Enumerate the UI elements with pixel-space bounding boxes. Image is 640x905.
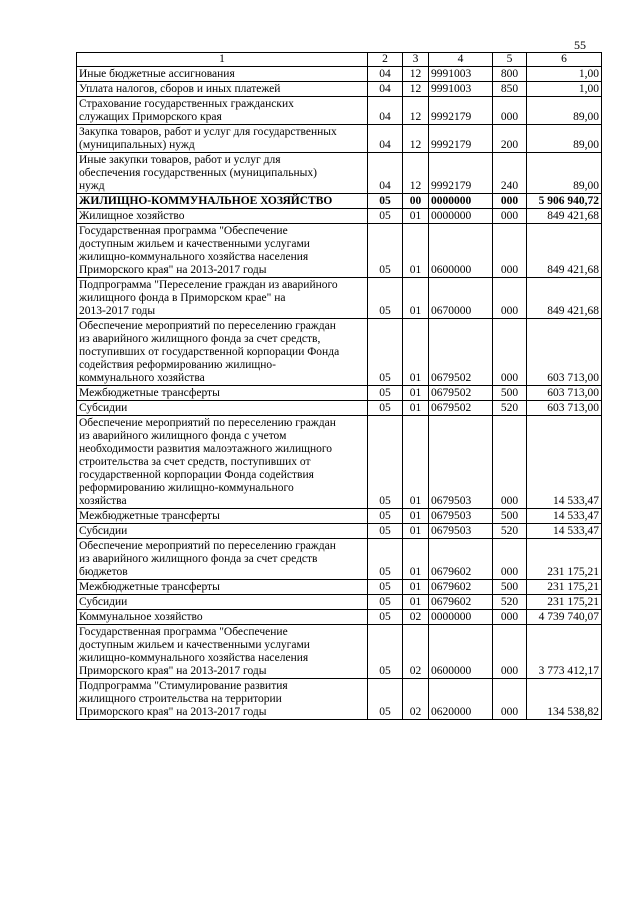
amount-cell: 1,00: [527, 82, 602, 97]
target-article-cell: 0679503: [429, 524, 493, 539]
table-row: [77, 416, 602, 509]
item-name-cell: Подпрограмма "Стимулирование развития жилищного строительства на территории Приморского края" на 2013-2017 годы: [77, 679, 368, 720]
amount-cell: 14 533,47: [527, 509, 602, 524]
subsection-code-cell: 12: [403, 67, 429, 82]
expense-type-cell: 500: [493, 580, 527, 595]
expense-type-cell: 520: [493, 401, 527, 416]
table-row: [77, 386, 602, 401]
subsection-code-cell: 01: [403, 580, 429, 595]
section-code-cell: 05: [368, 509, 403, 524]
target-article-cell: 9992179: [429, 97, 493, 125]
amount-cell: 14 533,47: [527, 416, 602, 509]
expense-type-cell: 500: [493, 509, 527, 524]
target-article-cell: 0679502: [429, 319, 493, 386]
header-row: [77, 53, 602, 67]
expense-type-cell: 200: [493, 125, 527, 153]
item-name-cell: Обеспечение мероприятий по переселению граждан из аварийного жилищного фонда за счет средств бюджетов: [77, 539, 368, 580]
target-article-cell: 0679602: [429, 580, 493, 595]
subsection-code-cell: 01: [403, 319, 429, 386]
expense-type-cell: 000: [493, 209, 527, 224]
target-article-cell: 0000000: [429, 209, 493, 224]
section-code-cell: 05: [368, 194, 403, 209]
item-name-cell: Подпрограмма "Переселение граждан из аварийного жилищного фонда в Приморском крае" на 2013-2017 годы: [77, 278, 368, 319]
subsection-code-cell: 01: [403, 386, 429, 401]
expense-type-cell: 000: [493, 278, 527, 319]
section-code-cell: 05: [368, 224, 403, 278]
subsection-code-cell: 01: [403, 416, 429, 509]
item-name-cell: Иные бюджетные ассигнования: [77, 67, 368, 82]
target-article-cell: 0670000: [429, 278, 493, 319]
section-code-cell: 04: [368, 125, 403, 153]
target-article-cell: 9991003: [429, 67, 493, 82]
item-name-cell: Субсидии: [77, 595, 368, 610]
item-name-cell: Обеспечение мероприятий по переселению граждан из аварийного жилищного фонда с учетом необходимости развития малоэтажного жилищного строительства за счет средств, поступивших от государственной корпорации Фонда содействия реформированию жилищно-коммунального хозяйства: [77, 416, 368, 509]
table-row: [77, 625, 602, 679]
expense-type-cell: 500: [493, 386, 527, 401]
expense-type-cell: 800: [493, 67, 527, 82]
amount-cell: 603 713,00: [527, 386, 602, 401]
item-name-cell: ЖИЛИЩНО-КОММУНАЛЬНОЕ ХОЗЯЙСТВО: [77, 194, 368, 209]
amount-cell: 603 713,00: [527, 401, 602, 416]
section-code-cell: 04: [368, 82, 403, 97]
table-row: [77, 319, 602, 386]
expense-type-cell: 000: [493, 679, 527, 720]
section-code-cell: 05: [368, 610, 403, 625]
item-name-cell: Уплата налогов, сборов и иных платежей: [77, 82, 368, 97]
item-name-cell: Межбюджетные трансферты: [77, 580, 368, 595]
target-article-cell: 0600000: [429, 224, 493, 278]
expense-type-cell: 000: [493, 224, 527, 278]
expense-type-cell: 000: [493, 416, 527, 509]
item-name-cell: Закупка товаров, работ и услуг для государственных (муниципальных) нужд: [77, 125, 368, 153]
amount-cell: 231 175,21: [527, 539, 602, 580]
expense-type-cell: 000: [493, 97, 527, 125]
item-name-cell: Обеспечение мероприятий по переселению граждан из аварийного жилищного фонда за счет средств, поступивших от государственной корпорации Фонда содействия реформированию жилищно- коммунального хозяйства: [77, 319, 368, 386]
amount-cell: 603 713,00: [527, 319, 602, 386]
subsection-code-cell: 02: [403, 625, 429, 679]
table-row: [77, 580, 602, 595]
header-cell: 1: [77, 53, 368, 67]
subsection-code-cell: 01: [403, 209, 429, 224]
section-code-cell: 05: [368, 539, 403, 580]
item-name-cell: Страхование государственных гражданских служащих Приморского края: [77, 97, 368, 125]
subsection-code-cell: 12: [403, 153, 429, 194]
target-article-cell: 0679502: [429, 386, 493, 401]
subsection-code-cell: 01: [403, 595, 429, 610]
subsection-code-cell: 01: [403, 224, 429, 278]
table-row: [77, 278, 602, 319]
target-article-cell: 0000000: [429, 194, 493, 209]
item-name-cell: Государственная программа "Обеспечение доступным жильем и качественными услугами жилищно-коммунального хозяйства населения Приморского края" на 2013-2017 годы: [77, 625, 368, 679]
section-code-cell: 05: [368, 524, 403, 539]
expense-type-cell: 000: [493, 610, 527, 625]
table-row: [77, 610, 602, 625]
target-article-cell: 0679503: [429, 509, 493, 524]
header-cell: 6: [527, 53, 602, 67]
expense-type-cell: 240: [493, 153, 527, 194]
amount-cell: 231 175,21: [527, 595, 602, 610]
subsection-code-cell: 02: [403, 610, 429, 625]
section-code-cell: 05: [368, 625, 403, 679]
expense-type-cell: 000: [493, 194, 527, 209]
item-name-cell: Субсидии: [77, 524, 368, 539]
target-article-cell: 0000000: [429, 610, 493, 625]
amount-cell: 89,00: [527, 153, 602, 194]
amount-cell: 1,00: [527, 67, 602, 82]
item-name-cell: Иные закупки товаров, работ и услуг для обеспечения государственных (муниципальных) нужд: [77, 153, 368, 194]
header-cell: 4: [429, 53, 493, 67]
target-article-cell: 0620000: [429, 679, 493, 720]
target-article-cell: 9992179: [429, 125, 493, 153]
budget-table: [76, 52, 602, 720]
amount-cell: 849 421,68: [527, 278, 602, 319]
target-article-cell: 0679602: [429, 595, 493, 610]
page-number: 55: [574, 38, 586, 52]
header-cell: 5: [493, 53, 527, 67]
target-article-cell: 9991003: [429, 82, 493, 97]
subsection-code-cell: 12: [403, 125, 429, 153]
table-row: [77, 67, 602, 82]
expense-type-cell: 850: [493, 82, 527, 97]
amount-cell: 231 175,21: [527, 580, 602, 595]
table-row: [77, 82, 602, 97]
section-code-cell: 04: [368, 97, 403, 125]
expense-type-cell: 000: [493, 539, 527, 580]
table-row: [77, 595, 602, 610]
table-row: [77, 194, 602, 209]
expense-type-cell: 000: [493, 625, 527, 679]
section-code-cell: 05: [368, 401, 403, 416]
target-article-cell: 0679602: [429, 539, 493, 580]
amount-cell: 4 739 740,07: [527, 610, 602, 625]
amount-cell: 3 773 412,17: [527, 625, 602, 679]
amount-cell: 89,00: [527, 97, 602, 125]
item-name-cell: Межбюджетные трансферты: [77, 509, 368, 524]
table-row: [77, 539, 602, 580]
item-name-cell: Межбюджетные трансферты: [77, 386, 368, 401]
target-article-cell: 0679503: [429, 416, 493, 509]
table-row: [77, 153, 602, 194]
target-article-cell: 9992179: [429, 153, 493, 194]
amount-cell: 134 538,82: [527, 679, 602, 720]
section-code-cell: 05: [368, 416, 403, 509]
amount-cell: 14 533,47: [527, 524, 602, 539]
section-code-cell: 05: [368, 580, 403, 595]
header-cell: 2: [368, 53, 403, 67]
subsection-code-cell: 12: [403, 82, 429, 97]
section-code-cell: 05: [368, 679, 403, 720]
subsection-code-cell: 01: [403, 524, 429, 539]
section-code-cell: 05: [368, 319, 403, 386]
subsection-code-cell: 12: [403, 97, 429, 125]
section-code-cell: 05: [368, 386, 403, 401]
table-row: [77, 125, 602, 153]
section-code-cell: 05: [368, 278, 403, 319]
target-article-cell: 0600000: [429, 625, 493, 679]
amount-cell: 5 906 940,72: [527, 194, 602, 209]
table-row: [77, 401, 602, 416]
table-row: [77, 679, 602, 720]
item-name-cell: Коммунальное хозяйство: [77, 610, 368, 625]
expense-type-cell: 000: [493, 319, 527, 386]
table-row: [77, 209, 602, 224]
table-row: [77, 224, 602, 278]
expense-type-cell: 520: [493, 595, 527, 610]
item-name-cell: Жилищное хозяйство: [77, 209, 368, 224]
subsection-code-cell: 01: [403, 539, 429, 580]
subsection-code-cell: 00: [403, 194, 429, 209]
amount-cell: 849 421,68: [527, 224, 602, 278]
section-code-cell: 04: [368, 67, 403, 82]
item-name-cell: Государственная программа "Обеспечение доступным жильем и качественными услугами жилищно-коммунального хозяйства населения Приморского края" на 2013-2017 годы: [77, 224, 368, 278]
item-name-cell: Субсидии: [77, 401, 368, 416]
subsection-code-cell: 01: [403, 278, 429, 319]
subsection-code-cell: 01: [403, 509, 429, 524]
section-code-cell: 04: [368, 153, 403, 194]
table-row: [77, 509, 602, 524]
table-row: [77, 524, 602, 539]
table-row: [77, 97, 602, 125]
section-code-cell: 05: [368, 209, 403, 224]
section-code-cell: 05: [368, 595, 403, 610]
target-article-cell: 0679502: [429, 401, 493, 416]
amount-cell: 89,00: [527, 125, 602, 153]
amount-cell: 849 421,68: [527, 209, 602, 224]
subsection-code-cell: 02: [403, 679, 429, 720]
expense-type-cell: 520: [493, 524, 527, 539]
header-cell: 3: [403, 53, 429, 67]
subsection-code-cell: 01: [403, 401, 429, 416]
